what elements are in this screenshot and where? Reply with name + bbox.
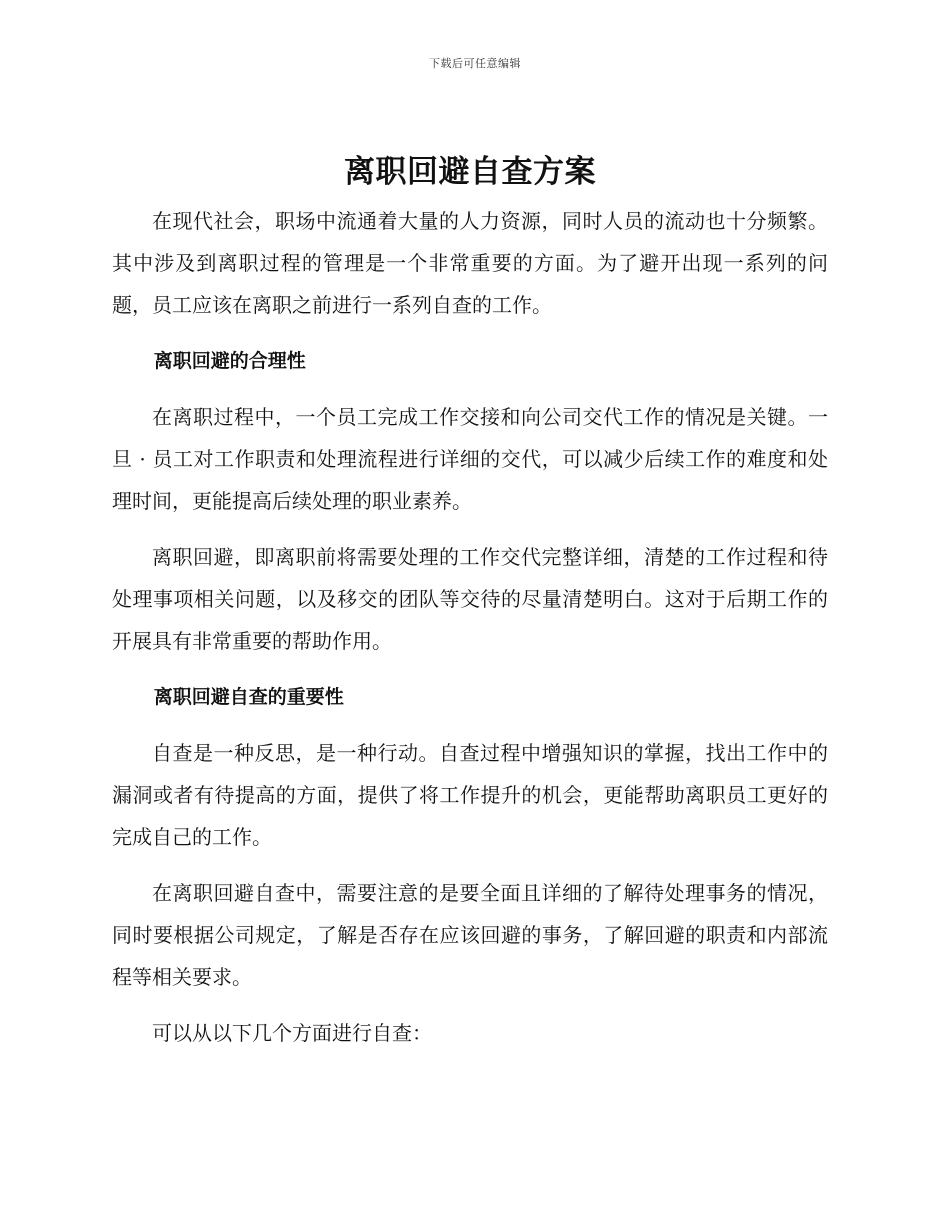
paragraph-aspects-intro: 可以从以下几个方面进行自查：	[152, 1021, 432, 1045]
section-heading-rationale: 离职回避的合理性	[153, 350, 306, 372]
paragraph-self-check: 自查是一种反思，是一种行动。自查过程中增强知识的掌握，找出工作中的漏洞或者有待提高的方面，提供了将工作提升的机会，更能帮助离职员工更好的完成自己的工作。	[112, 741, 828, 849]
paragraph-intro: 在现代社会，职场中流通着大量的人力资源，同时人员的流动也十分频繁。其中涉及到离职过程的管理是一个非常重要的方面。为了避开出现一系列的问题，员工应该在离职之前进行一系列自查的工作。	[112, 209, 828, 317]
header-note: 下载后可任意编辑	[429, 57, 521, 70]
paragraph-definition: 离职回避，即离职前将需要处理的工作交代完整详细，清楚的工作过程和待处理事项相关问题，以及移交的团队等交待的尽量清楚明白。这对于后期工作的开展具有非常重要的帮助作用。	[112, 545, 828, 653]
document-body	[112, 148, 828, 1068]
document-title: 离职回避自查方案	[344, 154, 596, 190]
paragraph-attention: 在离职回避自查中，需要注意的是要全面且详细的了解待处理事务的情况，同时要根据公司规定，了解是否存在应该回避的事务，了解回避的职责和内部流程等相关要求。	[112, 881, 828, 989]
paragraph-handover: 在离职过程中，一个员工完成工作交接和向公司交代工作的情况是关键。一旦 · 员工对工作职责和处理流程进行详细的交代，可以减少后续工作的难度和处理时间，更能提高后续处理的职业素养。	[112, 405, 828, 513]
section-heading-importance: 离职回避自查的重要性	[153, 686, 344, 708]
